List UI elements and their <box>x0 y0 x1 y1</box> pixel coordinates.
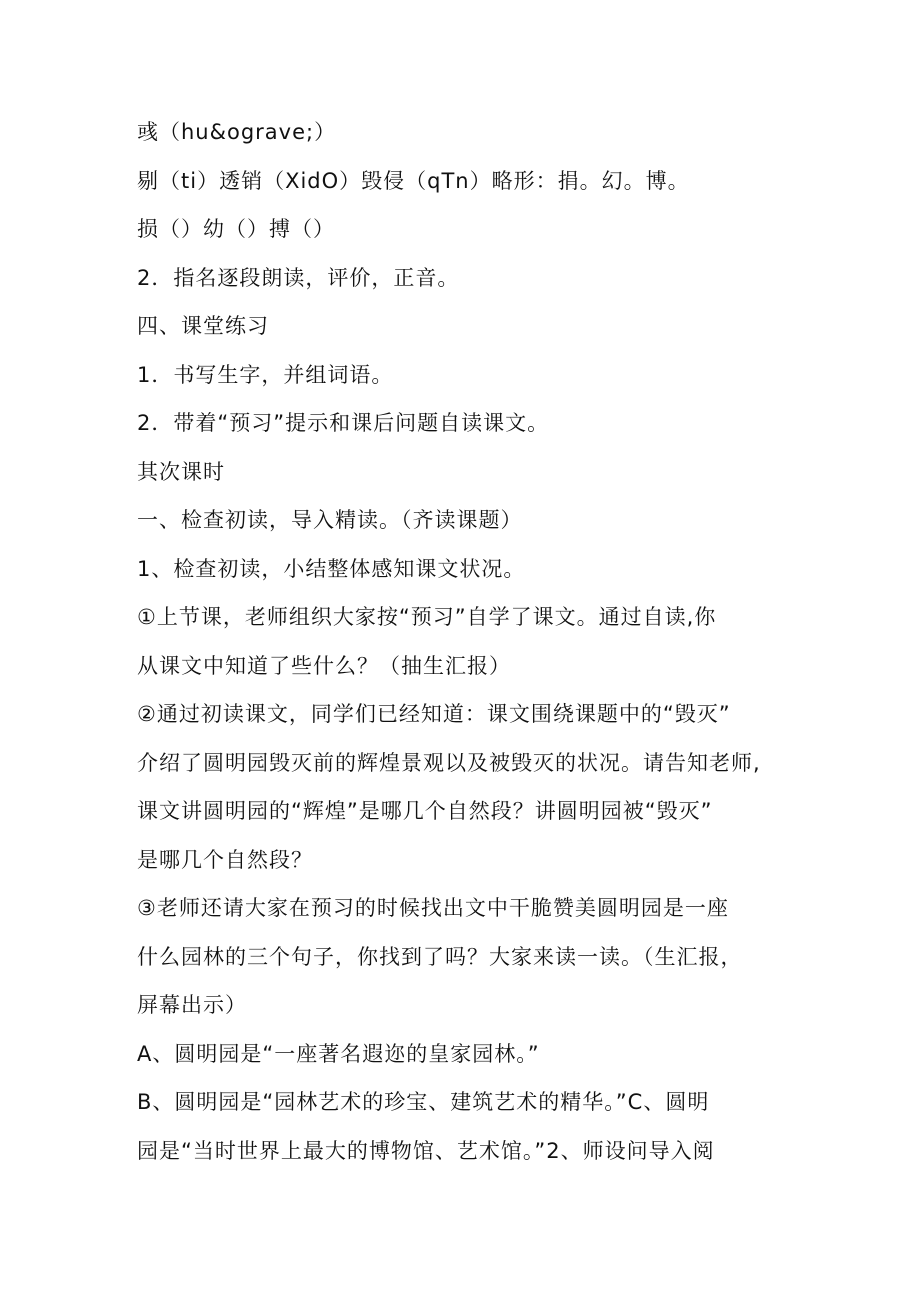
text-line: 彧（hu&ograve;） <box>137 120 337 144</box>
text-line: 1、检查初读，小结整体感知课文状况。 <box>137 556 526 581</box>
text-line: 介绍了圆明园毁灭前的辉煌景观以及被毁灭的状况。请告知老师, <box>137 750 761 775</box>
text-line: A、圆明园是“一座著名遐迩的皇家园林。” <box>137 1041 540 1066</box>
section-heading: 其次课时 <box>137 459 225 484</box>
text-line: 2．指名逐段朗读，评价，正音。 <box>137 265 460 290</box>
text-line: 1．书写生字，并组词语。 <box>137 362 394 387</box>
text-line: 课文讲圆明园的“辉煌”是哪几个自然段？讲圆明园被“毁灭” <box>137 799 713 823</box>
text-line: ①上节课，老师组织大家按“预习”自学了课文。通过自读,你 <box>137 605 717 629</box>
text-line: ③老师还请大家在预习的时候找出文中干脆赞美圆明园是一座 <box>137 896 729 920</box>
document-body <box>137 108 787 1175</box>
text-line: 屏幕出示） <box>137 993 247 1017</box>
text-line: 损（）幼（）搏（） <box>137 217 335 241</box>
section-heading: 一、检查初读，导入精读。（齐读课题） <box>137 508 523 532</box>
text-line: 从课文中知道了些什么？（抽生汇报） <box>137 653 511 678</box>
text-line: 是哪几个自然段？ <box>137 847 313 872</box>
text-line: 2．带着“预习”提示和课后问题自读课文。 <box>137 411 550 435</box>
text-line: ②通过初读课文，同学们已经知道：课文围绕课题中的“毁灭” <box>137 702 731 726</box>
text-line: 剔（ti）透销（XidO）毁侵（qTn）略形：捐。幻。博。 <box>137 168 690 193</box>
text-line: 园是“当时世界上最大的博物馆、艺术馆。”2、师设问导入阅 <box>137 1138 715 1163</box>
text-line: B、圆明园是“园林艺术的珍宝、建筑艺术的精华。”C、圆明 <box>137 1090 710 1114</box>
text-line: 什么园林的三个句子，你找到了吗？大家来读一读。（生汇报， <box>137 944 743 969</box>
section-heading: 四、课堂练习 <box>137 314 269 338</box>
